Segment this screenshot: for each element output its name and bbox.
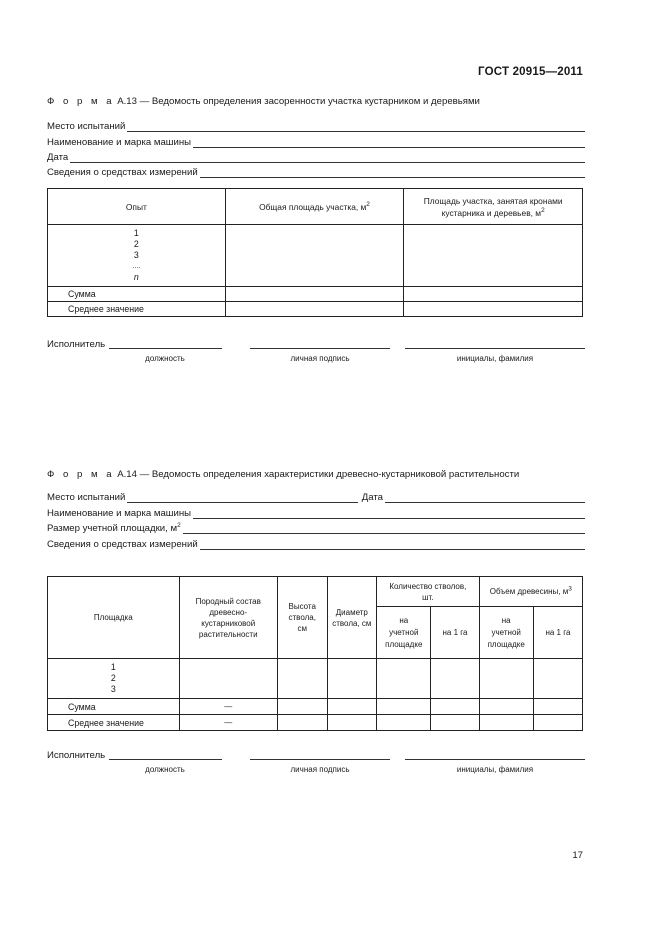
form14-machine-label: Наименование и марка машины bbox=[47, 508, 192, 519]
form13-sum-total-area[interactable] bbox=[225, 287, 404, 302]
form14-machine-line bbox=[47, 507, 585, 519]
form14-col-volume: Объем древесины, $м^3$ bbox=[479, 577, 582, 607]
form14-place-label: Место испытаний bbox=[47, 492, 126, 503]
form14-col-diameter: Диаметр ствола, см bbox=[327, 577, 377, 659]
row-number: 2 bbox=[133, 239, 139, 249]
form14-machine-field[interactable] bbox=[193, 509, 585, 519]
form14-signature-field[interactable] bbox=[250, 758, 390, 760]
form13-cell-crown-area[interactable] bbox=[404, 225, 583, 287]
form13-name-field[interactable] bbox=[405, 347, 585, 349]
row-number: 1 bbox=[133, 228, 139, 238]
form14-caption-signature: личная подпись bbox=[290, 765, 350, 774]
form14-avg-species-dash: — bbox=[179, 715, 277, 731]
form14-sum-count-ha[interactable] bbox=[431, 699, 479, 715]
form13-place-field[interactable] bbox=[127, 122, 585, 132]
form13-caption-signature: личная подпись bbox=[290, 354, 350, 363]
form14-row-numbers bbox=[48, 659, 180, 699]
form14-cell-volume-plot[interactable] bbox=[479, 659, 533, 699]
form14-table bbox=[47, 576, 583, 731]
form13-signature-line bbox=[47, 338, 585, 350]
form14-position-field[interactable] bbox=[109, 758, 222, 760]
form13-row-numbers bbox=[48, 225, 226, 287]
row-number: 2 bbox=[110, 673, 116, 683]
form14-plot-size-field[interactable] bbox=[183, 524, 585, 534]
form13-caption-position: должность bbox=[145, 354, 185, 363]
form14-avg-count-ha[interactable] bbox=[431, 715, 479, 731]
page-number: 17 bbox=[572, 850, 583, 861]
form14-title-prefix: Ф о р м а bbox=[47, 469, 115, 480]
form13-position-field[interactable] bbox=[109, 347, 222, 349]
form14-sub-volume-ha: на 1 га bbox=[533, 607, 582, 659]
form14-date-label: Дата bbox=[361, 492, 383, 503]
row-number: n bbox=[133, 272, 139, 282]
form13-avg-total-area[interactable] bbox=[225, 302, 404, 317]
form13-col-total-area: Общая площадь участка, $м^2$ bbox=[225, 189, 404, 225]
form13-avg-crown-area[interactable] bbox=[404, 302, 583, 317]
form14-place-field[interactable] bbox=[127, 493, 357, 503]
form14-avg-count-plot[interactable] bbox=[377, 715, 431, 731]
form13-sum-crown-area[interactable] bbox=[404, 287, 583, 302]
form14-title-text: А.14 — Ведомость определения характеристики древесно-кустарниковой растительности bbox=[117, 469, 520, 480]
form13-machine-line bbox=[47, 136, 585, 148]
form14-sum-diameter[interactable] bbox=[327, 699, 377, 715]
form13-date-label: Дата bbox=[47, 152, 69, 163]
form14-avg-height[interactable] bbox=[277, 715, 327, 731]
form14-cell-species[interactable] bbox=[179, 659, 277, 699]
form13-title-text: А.13 — Ведомость определения засоренности участка кустарником и деревьями bbox=[117, 96, 480, 107]
form13-place-label: Место испытаний bbox=[47, 121, 126, 132]
form13-caption-name: инициалы, фамилия bbox=[456, 354, 534, 363]
form14-plot-size-line bbox=[47, 522, 585, 534]
form14-cell-height[interactable] bbox=[277, 659, 327, 699]
form14-caption-position: должность bbox=[145, 765, 185, 774]
form13-place-line bbox=[47, 120, 585, 132]
form14-avg-volume-ha[interactable] bbox=[533, 715, 582, 731]
form14-sub-count-ha: на 1 га bbox=[431, 607, 479, 659]
form14-instruments-label: Сведения о средствах измерений bbox=[47, 539, 198, 550]
form13-instruments-label: Сведения о средствах измерений bbox=[47, 167, 198, 178]
form13-instruments-field[interactable] bbox=[200, 168, 585, 178]
form14-cell-count-plot[interactable] bbox=[377, 659, 431, 699]
form13-instruments-line bbox=[47, 166, 585, 178]
form14-sub-volume-plot: на учетной площадке bbox=[479, 607, 533, 659]
form14-sub-count-plot: на учетной площадке bbox=[377, 607, 431, 659]
form14-sum-volume-plot[interactable] bbox=[479, 699, 533, 715]
form14-col-count: Количество стволов, шт. bbox=[377, 577, 479, 607]
row-number: 1 bbox=[110, 662, 116, 672]
form13-machine-label: Наименование и марка машины bbox=[47, 137, 192, 148]
form13-avg-label: Среднее значение bbox=[48, 302, 226, 317]
form14-col-species: Породный состав древесно-кустарниковой растительности bbox=[179, 577, 277, 659]
form14-col-area: Площадка bbox=[48, 577, 180, 659]
form13-signature-label: Исполнитель bbox=[47, 339, 106, 350]
form13-col-crown-area: Площадь участка, занятая кронами кустарника и деревьев, $м^2$ bbox=[404, 189, 583, 225]
form14-instruments-line bbox=[47, 538, 585, 550]
form14-sum-label: Сумма bbox=[48, 699, 180, 715]
form14-name-field[interactable] bbox=[405, 758, 585, 760]
form14-caption-name: инициалы, фамилия bbox=[456, 765, 534, 774]
form13-col-experiment: Опыт bbox=[48, 189, 226, 225]
form14-cell-count-ha[interactable] bbox=[431, 659, 479, 699]
form14-place-line bbox=[47, 491, 585, 503]
form14-signature-line bbox=[47, 749, 585, 761]
form14-signature-label: Исполнитель bbox=[47, 750, 106, 761]
form14-cell-volume-ha[interactable] bbox=[533, 659, 582, 699]
row-number: .... bbox=[132, 263, 141, 270]
form14-sum-count-plot[interactable] bbox=[377, 699, 431, 715]
form14-title bbox=[47, 469, 519, 480]
form14-sum-volume-ha[interactable] bbox=[533, 699, 582, 715]
form14-sum-species-dash: — bbox=[179, 699, 277, 715]
doc-code: ГОСТ 20915—2011 bbox=[478, 66, 583, 78]
form13-sum-label: Сумма bbox=[48, 287, 226, 302]
form13-cell-total-area[interactable] bbox=[225, 225, 404, 287]
form13-title bbox=[47, 96, 480, 107]
form13-date-line bbox=[47, 151, 585, 163]
row-number: 3 bbox=[110, 684, 116, 694]
form13-title-prefix: Ф о р м а bbox=[47, 96, 115, 107]
form13-date-field[interactable] bbox=[70, 153, 585, 163]
form14-date-field[interactable] bbox=[385, 493, 585, 503]
form13-machine-field[interactable] bbox=[193, 138, 585, 148]
form14-avg-volume-plot[interactable] bbox=[479, 715, 533, 731]
form14-plot-size-label: Размер учетной площадки, $м^2$ bbox=[47, 521, 181, 534]
form13-table bbox=[47, 188, 583, 317]
form13-signature-field[interactable] bbox=[250, 347, 390, 349]
form14-col-height: Высота ствола, см bbox=[277, 577, 327, 659]
form14-avg-diameter[interactable] bbox=[327, 715, 377, 731]
form14-sum-height[interactable] bbox=[277, 699, 327, 715]
form14-avg-label: Среднее значение bbox=[48, 715, 180, 731]
form14-cell-diameter[interactable] bbox=[327, 659, 377, 699]
form14-instruments-field[interactable] bbox=[200, 540, 585, 550]
row-number: 3 bbox=[133, 250, 139, 260]
